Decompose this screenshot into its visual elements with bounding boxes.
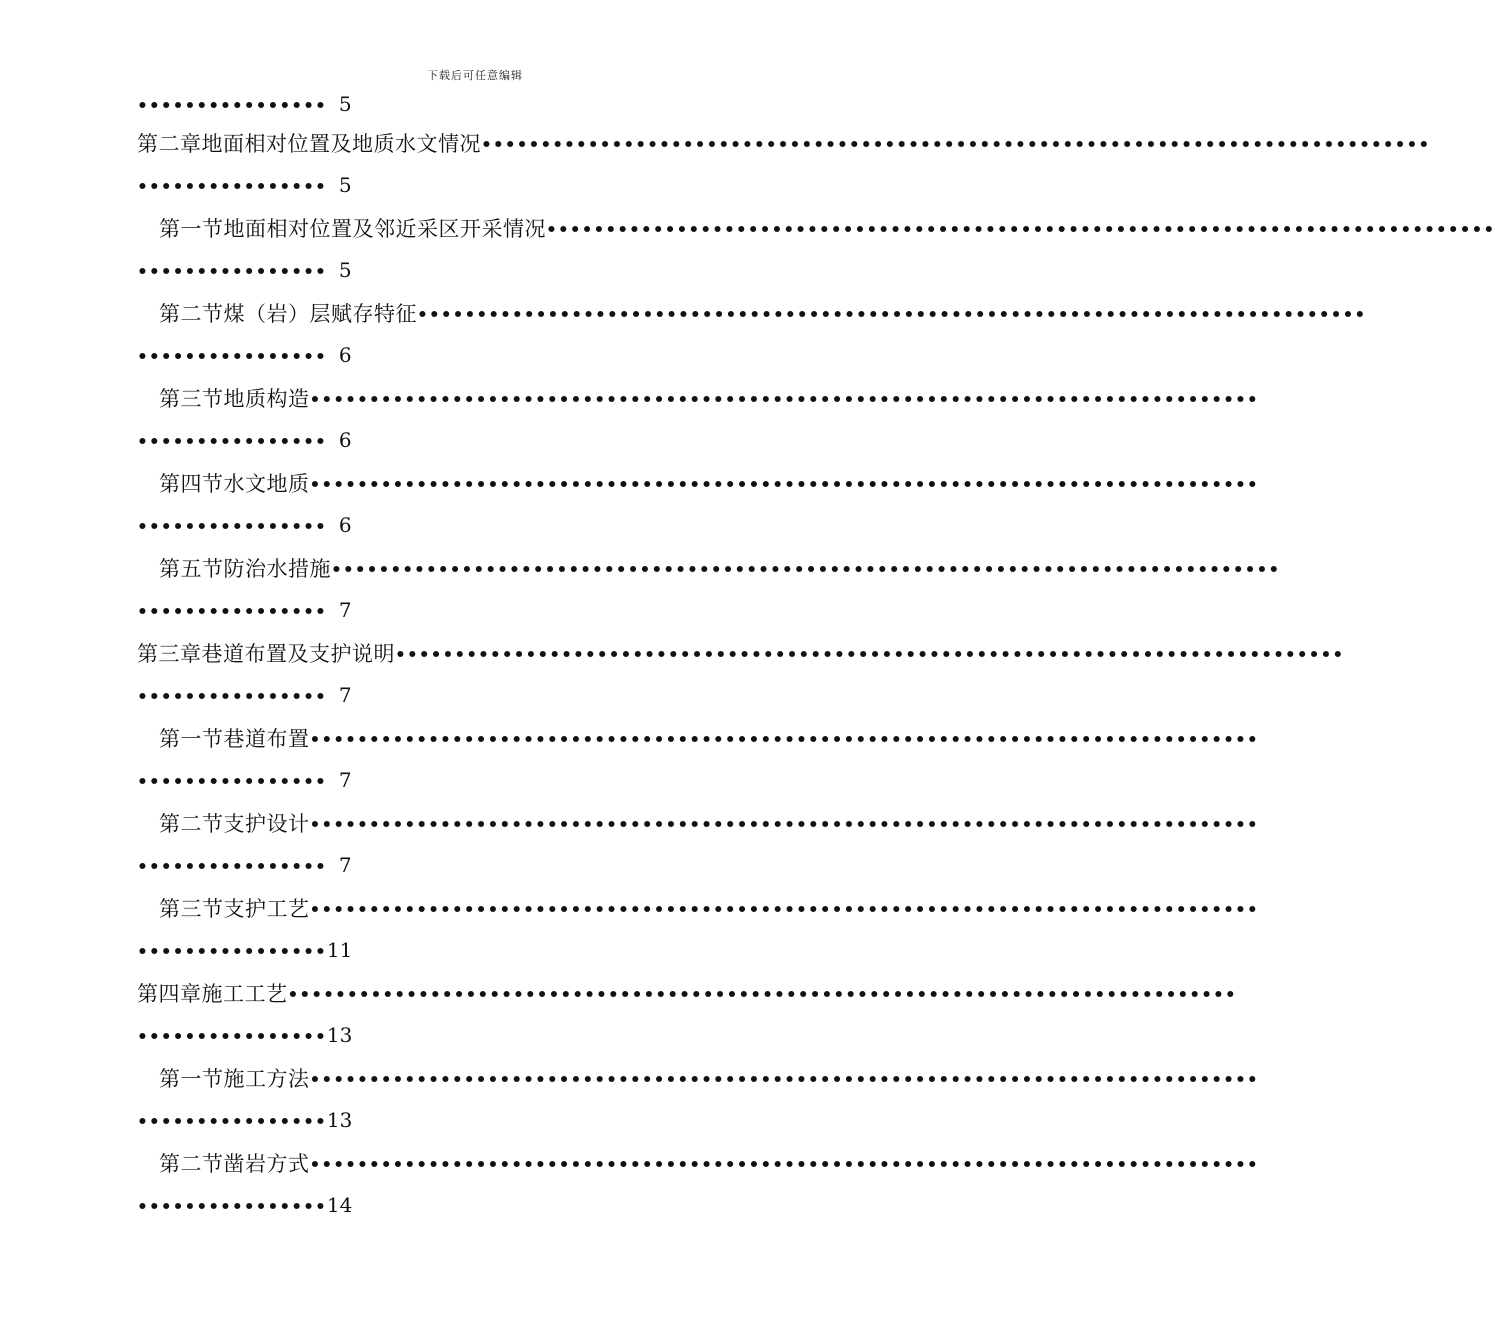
toc-page-line [137,763,352,797]
toc-entry[interactable] [137,84,837,126]
toc-entry[interactable] [137,891,1259,976]
toc-entry[interactable] [137,1146,1259,1231]
leader-dots: •••••••••••••••• [137,1111,327,1132]
toc-label-title: 防治水措施 [223,557,331,581]
toc-label-number: 第三节 [159,897,224,921]
leader-dots: •••••••••••••••• [137,176,327,197]
toc-section-title[interactable] [137,296,1367,330]
leader-dots: •••••••••••••••• [137,686,327,707]
toc-label-title: 施工方法 [223,1067,310,1091]
toc-label-title: 支护设计 [223,812,310,836]
toc-entry[interactable] [137,1061,1259,1146]
leader-dots: •••••••••••••••••••••••••••••••••••••••••••••••••••••••••••••••••••••••••••••••• [309,1069,1259,1090]
toc-page-number: 5 [338,173,352,197]
toc-entry[interactable] [137,806,1259,891]
toc-page-number: 7 [338,853,352,877]
leader-dots: •••••••••••••••• [137,601,327,622]
toc-label-title: 巷道布置 [223,727,310,751]
toc-label-title: 煤（岩）层赋存特征 [223,302,417,326]
toc-page-line [137,848,352,882]
toc-label-number: 第三节 [159,387,224,411]
toc-label-title: 凿岩方式 [223,1152,310,1176]
toc-label-title: 施工工艺 [201,982,288,1006]
toc-page-number: 7 [338,598,352,622]
toc-page-number: 5 [338,258,352,282]
toc-page-line [137,593,352,627]
toc-page-line [137,508,352,542]
toc-section-title[interactable] [137,551,1281,585]
toc-label-number: 第二节 [159,1152,224,1176]
toc-label-number: 第三章 [137,642,202,666]
toc-label-number: 第一节 [159,217,224,241]
leader-dots: •••••••••••••••••••••••••••••••••••••••••••••••••••••••••••••••••••••••••••••••• [417,304,1367,325]
toc-page-number: 6 [338,343,352,367]
toc-section-title[interactable] [137,1061,1259,1095]
toc-page-number: 7 [338,683,352,707]
toc-label-number: 第一节 [159,727,224,751]
toc-entry[interactable] [137,296,1367,381]
toc-page-number: 13 [326,1108,353,1132]
leader-dots: •••••••••••••••• [137,771,327,792]
toc-section-title[interactable] [137,721,1259,755]
leader-dots: •••••••••••••••••••••••••••••••••••••••••••••••••••••••••••••••••••••••••••••••• [395,644,1345,665]
toc-label-number: 第二节 [159,812,224,836]
leader-dots: •••••••••••••••••••••••••••••••••••••••••••••••••••••••••••••••••••••••••••••••• [546,219,1495,240]
leader-dots: •••••••••••••••• [137,941,327,962]
toc-entry[interactable] [137,976,1237,1061]
toc-label-title: 地面相对位置及邻近采区开采情况 [223,217,546,241]
leader-dots: •••••••••••••••••••••••••••••••••••••••••••••••••••••••••••••••••••••••••••••••• [309,814,1259,835]
toc-page-number: 14 [326,1193,353,1217]
toc-label-title: 水文地质 [223,472,310,496]
toc-label-number: 第四章 [137,982,202,1006]
toc-page-number: 11 [326,938,353,962]
toc-label-number: 第二章 [137,132,202,156]
toc-label-number: 第二节 [159,302,224,326]
toc-page-line [137,1188,352,1222]
leader-dots: •••••••••••••••• [137,1026,327,1047]
toc-section-title[interactable] [137,1146,1259,1180]
leader-dots: •••••••••••••••••••••••••••••••••••••••••••••••••••••••••••••••••••••••••••••••• [309,474,1259,495]
toc-entry[interactable] [137,466,1259,551]
toc-page-line [137,933,352,967]
leader-dots: •••••••••••••••• [137,95,327,116]
toc-page-line [137,87,352,121]
leader-dots: •••••••••••••••••••••••••••••••••••••••••••••••••••••••••••••••••••••••••••••••• [331,559,1281,580]
leader-dots: •••••••••••••••• [137,346,327,367]
toc-chapter-title[interactable] [137,976,1237,1010]
toc-page-line [137,1018,352,1052]
toc-entry[interactable] [137,381,1259,466]
toc-entry[interactable] [137,636,1345,721]
leader-dots: •••••••••••••••• [137,1196,327,1217]
leader-dots: •••••••••••••••••••••••••••••••••••••••••••••••••••••••••••••••••••••••••••••••• [309,1154,1259,1175]
toc-page-number: 13 [326,1023,353,1047]
toc-section-title[interactable] [137,891,1259,925]
toc-page-number: 6 [338,513,352,537]
toc-page-line [137,338,352,372]
toc-chapter-title[interactable] [137,636,1345,670]
toc-page-line [137,423,352,457]
toc-page-line [137,253,352,287]
leader-dots: •••••••••••••••••••••••••••••••••••••••••••••••••••••••••••••••••••••••••••••••• [309,899,1259,920]
toc-section-title[interactable] [137,381,1259,415]
toc-entry[interactable] [137,721,1259,806]
leader-dots: •••••••••••••••••••••••••••••••••••••••••••••••••••••••••••••••••••••••••••••••• [309,729,1259,750]
toc-section-title[interactable] [137,211,1495,245]
toc-section-title[interactable] [137,806,1259,840]
leader-dots: •••••••••••••••• [137,261,327,282]
toc-page-line [137,678,352,712]
toc-chapter-title[interactable] [137,126,1431,160]
toc-page-line [137,168,352,202]
page-header: 下载后可任意编辑 [427,69,523,82]
toc-entry[interactable] [137,126,1431,211]
toc-page-number: 7 [338,768,352,792]
leader-dots: •••••••••••••••• [137,516,327,537]
leader-dots: •••••••••••••••••••••••••••••••••••••••••••••••••••••••••••••••••••••••••••••••• [287,984,1237,1005]
toc-label-number: 第五节 [159,557,224,581]
leader-dots: •••••••••••••••••••••••••••••••••••••••••••••••••••••••••••••••••••••••••••••••• [309,389,1259,410]
toc-page-number: 5 [338,92,352,116]
toc-label-title: 巷道布置及支护说明 [201,642,395,666]
toc-section-title[interactable] [137,466,1259,500]
leader-dots: •••••••••••••••• [137,431,327,452]
toc-label-title: 支护工艺 [223,897,310,921]
leader-dots: •••••••••••••••• [137,856,327,877]
table-of-contents [137,84,1495,1231]
toc-label-number: 第四节 [159,472,224,496]
toc-label-title: 地质构造 [223,387,310,411]
toc-page-number: 6 [338,428,352,452]
toc-entry[interactable] [137,551,1281,636]
toc-entry[interactable] [137,211,1495,296]
toc-page-line [137,1103,352,1137]
toc-label-number: 第一节 [159,1067,224,1091]
leader-dots: •••••••••••••••••••••••••••••••••••••••••••••••••••••••••••••••••••••••••••••••• [481,134,1431,155]
toc-label-title: 地面相对位置及地质水文情况 [201,132,481,156]
